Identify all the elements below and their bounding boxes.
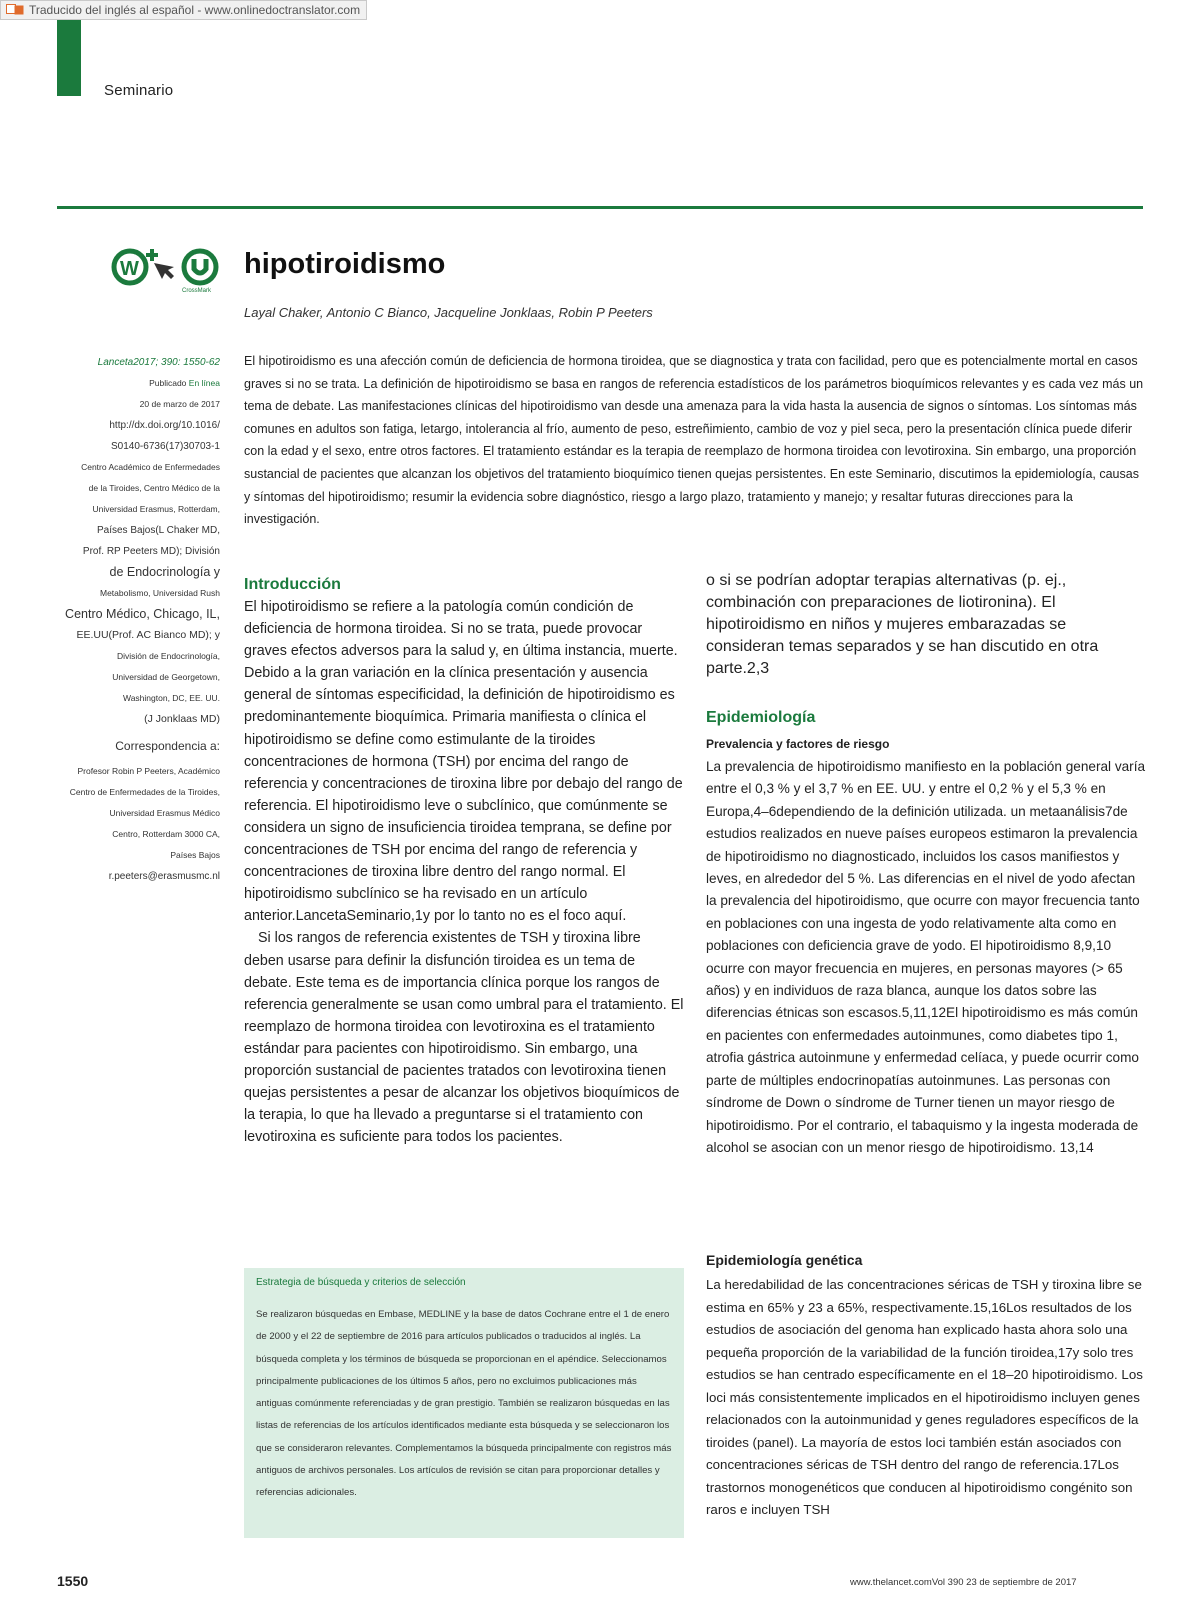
- svg-text:W: W: [120, 258, 139, 280]
- published-online-link[interactable]: En línea: [188, 378, 220, 388]
- introduction-body: [244, 596, 684, 1148]
- affiliation-line: de la Tiroides, Centro Médico de la: [88, 483, 220, 493]
- article-sidebar: [60, 352, 220, 887]
- affiliation-line: EE.UU(Prof. AC Bianco MD); y: [76, 629, 220, 641]
- publication-date: 20 de marzo de 2017: [139, 399, 220, 409]
- translator-banner[interactable]: [0, 0, 367, 20]
- section-color-bar: [57, 20, 81, 96]
- affiliation-line: Washington, DC, EE. UU.: [123, 693, 220, 703]
- introduction-heading: Introducción: [244, 576, 341, 593]
- article-title: hipotiroidismo: [244, 248, 446, 280]
- journal-citation: Lanceta2017; 390: 1550-62: [97, 357, 220, 368]
- affiliation-line: División de Endocrinología,: [116, 651, 220, 661]
- crossmark-icon: [108, 245, 230, 295]
- published-prefix: Publicado: [149, 378, 187, 388]
- logo-caption: CrossMark: [182, 288, 212, 294]
- search-strategy-title: Estrategia de búsqueda y criterios de selección: [256, 1277, 466, 1288]
- epidemiology-heading: Epidemiología: [706, 709, 816, 726]
- affiliation-line: Universidad Erasmus, Rotterdam,: [92, 504, 220, 514]
- affiliation-line: de Endocrinología y: [109, 565, 220, 579]
- header-rule: [57, 206, 1143, 209]
- correspondence-line: Universidad Erasmus Médico: [109, 808, 220, 818]
- paragraph: Si los rangos de referencia existentes de TSH y tiroxina libre deben usarse para definir la disfunción tiroidea es un tema de debate. Este tema es de importancia clínica porque los rangos de referencia generalmente se usan como umbral para el tratamiento. El reemplazo de hormona tiroidea con levotiroxina es el tratamiento estándar para pacientes con hipotiroidismo. Sin embargo, una proporción sustancial de pacientes tratados con levotiroxina tienen quejas persistentes a pesar de alcanzar los objetivos bioquímicos de la terapia, lo que ha llevado a preguntarse si el tratamiento con levotiroxina es suficiente para todos los pacientes.: [244, 930, 684, 1146]
- published-line: [60, 373, 220, 394]
- translate-icon: [6, 4, 24, 15]
- affiliation-line: Prof. RP Peeters MD); División: [82, 546, 220, 557]
- affiliation-line: Universidad de Georgetown,: [112, 672, 220, 682]
- doi-link-1[interactable]: http://dx.doi.org/10.1016/: [109, 420, 220, 431]
- correspondence-line: Países Bajos: [170, 850, 220, 860]
- correspondence-email[interactable]: r.peeters@erasmusmc.nl: [108, 871, 220, 882]
- affiliation-line: Centro Académico de Enfermedades: [81, 462, 220, 472]
- correspondence-line: Profesor Robin P Peeters, Académico: [77, 766, 220, 776]
- genetic-epidemiology-heading: Epidemiología genética: [706, 1252, 863, 1268]
- affiliation-line: Metabolismo, Universidad Rush: [100, 588, 220, 598]
- continued-paragraph: o si se podrían adoptar terapias alternativas (p. ej., combinación con preparaciones de liotironina). El hipotiroidismo en niños y mujeres embarazadas se consideran temas separados y se han discutido en otra parte.2,3: [706, 572, 1099, 677]
- affiliation-line: Países Bajos(L Chaker MD,: [96, 525, 220, 536]
- footer-citation[interactable]: www.thelancet.comVol 390 23 de septiembre de 2017: [850, 1577, 1077, 1588]
- correspondence-label: Correspondencia a:: [115, 739, 220, 753]
- open-access-crossmark-logo[interactable]: [108, 245, 230, 295]
- affiliation-line: Centro Médico, Chicago, IL,: [65, 607, 220, 621]
- section-label: Seminario: [104, 82, 174, 99]
- correspondence-line: Centro de Enfermedades de la Tiroides,: [69, 787, 220, 797]
- abstract: El hipotiroidismo es una afección común de deficiencia de hormona tiroidea, que se diagnostica y trata con facilidad, pero que es potencialmente mortal en casos graves si no se trata. La definición de hipotiroidismo se basa en rangos de referencia estadísticos de los parámetros bioquímicos relevantes y es cada vez más un tema de debate. Las manifestaciones clínicas del hipotiroidismo van desde una amenaza para la vida hasta la ausencia de signos o síntomas. Los síntomas más comunes en adultos son fatiga, letargo, intolerancia al frío, aumento de peso, estreñimiento, cambio de voz y piel seca, pero la presentación clínica puede diferir con la edad y el sexo, entre otros factores. El tratamiento estándar es la terapia de reemplazo de hormona tiroidea con levotiroxina. Sin embargo, una proporción sustancial de pacientes que alcanzan los objetivos del tratamiento bioquímico tienen quejas persistentes. En este Seminario, discutimos la epidemiología, causas y síntomas del hipotiroidismo; resumir la evidencia sobre diagnóstico, riesgo a largo plazo, tratamiento y manejo; y resaltar futuras direcciones para la investigación.: [244, 354, 1144, 527]
- doi-link-2[interactable]: S0140-6736(17)30703-1: [111, 441, 220, 452]
- page-number: 1550: [57, 1573, 89, 1589]
- translator-banner-text: Traducido del inglés al español - www.onlinedoctranslator.com: [29, 3, 361, 17]
- prevalence-heading: Prevalencia y factores de riesgo: [706, 737, 890, 751]
- genetic-epidemiology-body: La heredabilidad de las concentraciones séricas de TSH y tiroxina libre se estima en 65% y 23 a 65%, respectivamente.15,16Los resultados de los estudios de asociación del genoma han explicado hasta ahora solo una pequeña proporción de la variabilidad de la función tiroidea,17y solo tres estudios se han centrado específicamente en el 18–20 hipotiroidismo. Los loci más consistentemente implicados en el hipotiroidismo incluyen genes relacionados con la autoinmunidad y genes reguladores específicos de la tiroides (panel). La mayoría de estos loci también están asociados con concentraciones séricas de TSH dentro del rango de referencia.17Los trastornos monogenéticos que conducen al hipotiroidismo congénito son raros e incluyen TSH: [706, 1277, 1143, 1517]
- prevalence-body: La prevalencia de hipotiroidismo manifiesto en la población general varía entre el 0,3 % y el 3,7 % en EE. UU. y entre el 0,2 % y el 5,3 % en Europa,4–6dependiendo de la definición utilizada. un metaanálisis7de estudios realizados en nueve países europeos estimaron la prevalencia de hipotiroidismo no diagnosticado, incluidos los casos manifiestos y leves, en alrededor del 5 %. Las diferencias en el nivel de yodo afectan la prevalencia del hipotiroidismo, que ocurre con mayor frecuencia tanto en poblaciones con una ingesta de yodo relativamente alta como en poblaciones con deficiencia grave de yodo. El hipotiroidismo 8,9,10 ocurre con mayor frecuencia en mujeres, en personas mayores (> 65 años) y en individuos de raza blanca, aunque los datos sobre las diferencias étnicas son escasos.5,11,12El hipotiroidismo es más común en pacientes con enfermedades autoinmunes, como diabetes tipo 1, atrofia gástrica autoinmune y enfermedad celíaca, y puede ocurrir como parte de múltiples endocrinopatías autoinmunes. Las personas con síndrome de Down o síndrome de Turner tienen un mayor riesgo de hipotiroidismo. Por el contrario, el tabaquismo y la ingesta moderada de alcohol se asocian con un menor riesgo de hipotiroidismo. 13,14: [706, 759, 1146, 1155]
- paragraph: El hipotiroidismo se refiere a la patología común condición de deficiencia de hormona tiroidea. Si no se trata, puede provocar graves efectos adversos para la salud y, en última instancia, muerte. Debido a la gran variación en la clínica presentación y ausencia general de síntomas especificidad, la definición de hipotiroidismo es predominantemente bioquímica. Primaria manifiesta o clínica el hipotiroidismo se define como estimulante de la tiroides concentraciones de hormona (TSH) por encima del rango de referencia y concentraciones de tiroxina libre por debajo del rango de referencia. El hipotiroidismo leve o subclínico, que comúnmente se considera un signo de insuficiencia tiroidea temprana, se define por concentraciones de TSH por encima del rango de referencia y concentraciones de tiroxina libre dentro del rango normal. El hipotiroidismo subclínico se ha revisado en un artículo anterior.LancetaSeminario,1y por lo tanto no es el foco aquí.: [244, 599, 683, 925]
- affiliation-line: (J Jonklaas MD): [144, 713, 220, 725]
- correspondence-line: Centro, Rotterdam 3000 CA,: [112, 829, 220, 839]
- author-list: Layal Chaker, Antonio C Bianco, Jacqueline Jonklaas, Robin P Peeters: [244, 305, 653, 320]
- search-strategy-body: Se realizaron búsquedas en Embase, MEDLINE y la base de datos Cochrane entre el 1 de enero de 2000 y el 22 de septiembre de 2016 para artículos publicados o traducidos al inglés. La búsqueda completa y los términos de búsqueda se proporcionan en el apéndice. Seleccionamos principalmente publicaciones de los últimos 5 años, pero no excluimos publicaciones más antiguas comúnmente referenciadas y de gran prestigio. También se realizaron búsquedas en las listas de referencias de los artículos identificados mediante esta búsqueda y se seleccionaron los que se consideraron relevantes. Complementamos la búsqueda principalmente con registros más antiguos de archivos personales. Los artículos de revisión se citan para proporcionar detalles y referencias adicionales.: [256, 1309, 672, 1499]
